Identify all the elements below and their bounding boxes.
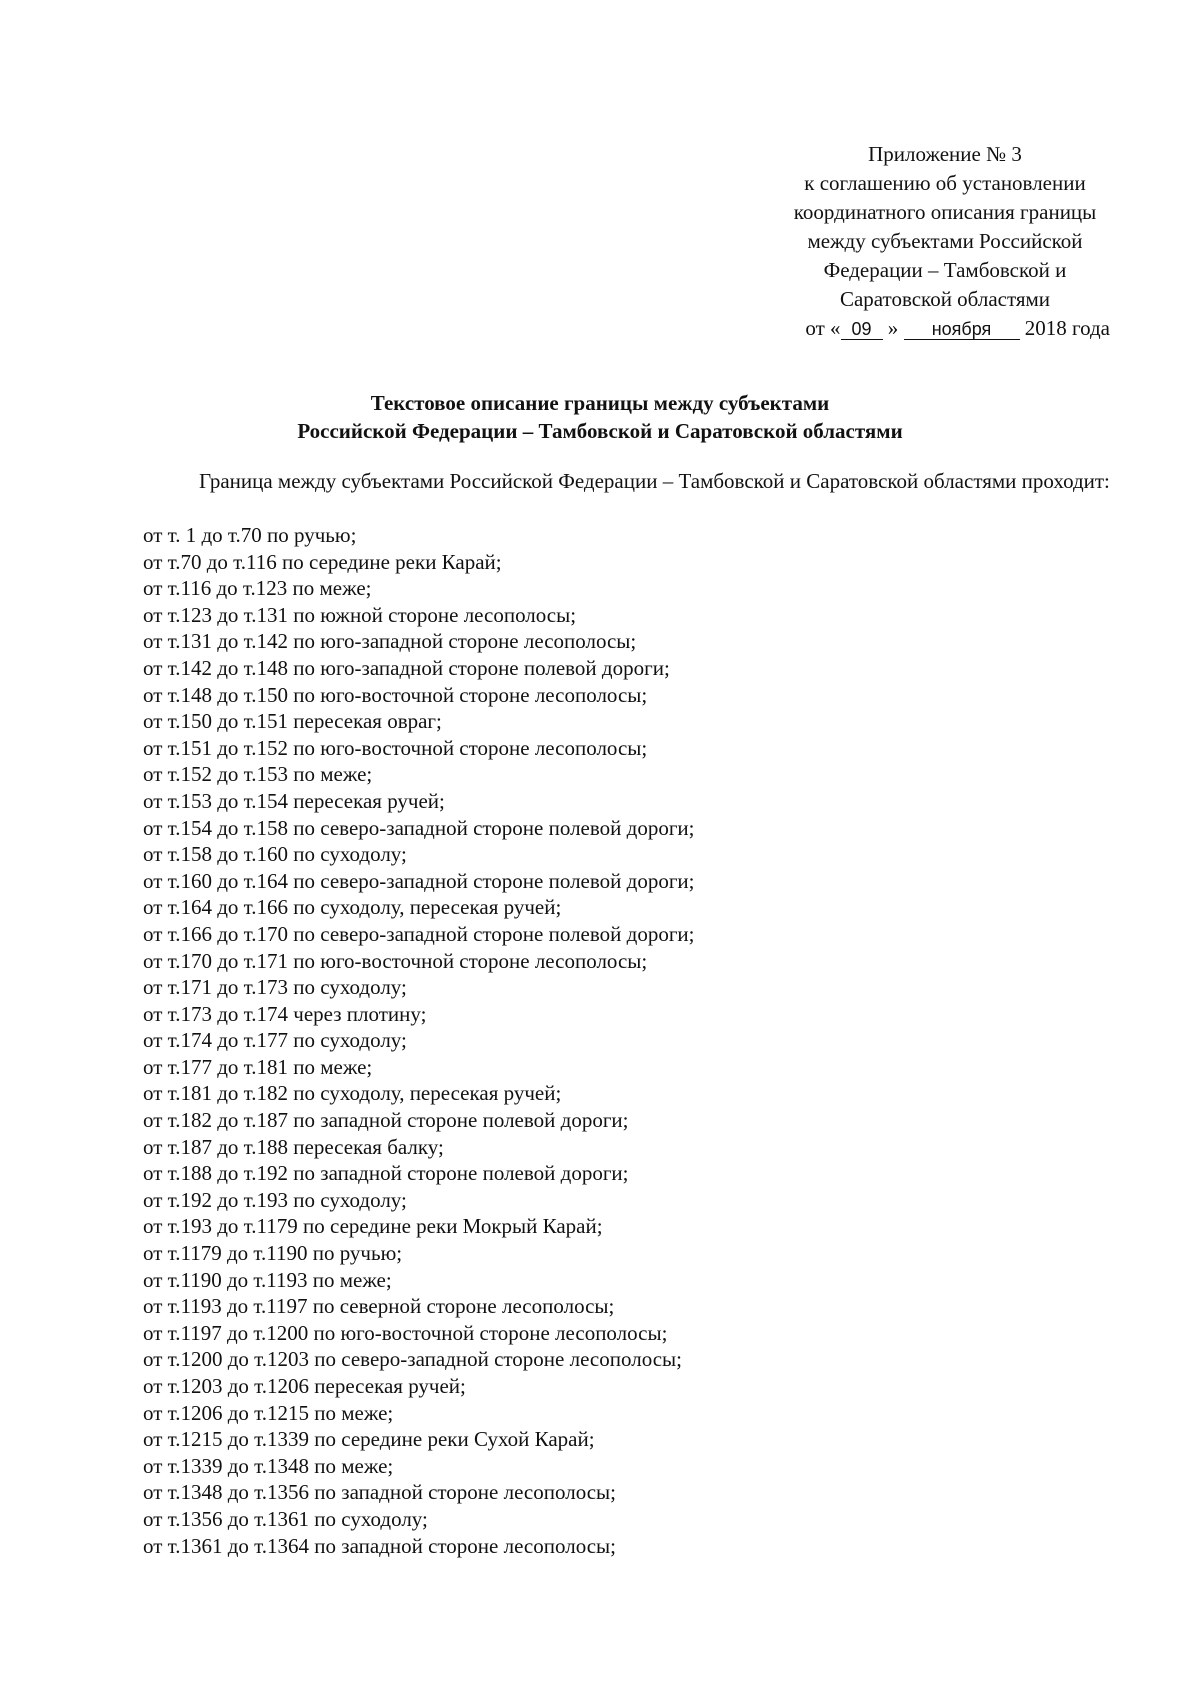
segment-item: от т.1206 до т.1215 по меже; <box>143 1400 394 1425</box>
date-prefix: от « <box>805 316 841 340</box>
segment-item: от т.150 до т.151 пересекая овраг; <box>143 709 442 734</box>
intro-paragraph: Граница между субъектами Российской Федерации – Тамбовской и Саратовской областями проходит: <box>199 469 1110 493</box>
segment-item: от т.164 до т.166 по суходолу, пересекая ручей; <box>143 895 562 920</box>
date-quote-close: » <box>887 316 899 340</box>
segment-item: от т.170 до т.171 по юго-восточной стороне лесополосы; <box>143 948 648 973</box>
title-line-1: Текстовое описание границы между субъектами <box>370 391 830 415</box>
appendix-number: Приложение № 3 <box>868 142 1022 166</box>
segment-item: от т.187 до т.188 пересекая балку; <box>143 1134 444 1159</box>
date-year: 2018 года <box>1024 316 1110 340</box>
segment-item: от т.1348 до т.1356 по западной стороне лесополосы; <box>143 1480 616 1505</box>
segment-item: от т.1203 до т.1206 пересекая ручей; <box>143 1374 466 1398</box>
segment-item: от т.182 до т.187 по западной стороне полевой дороги; <box>143 1108 629 1133</box>
segment-item: от т.1356 до т.1361 по суходолу; <box>143 1506 428 1531</box>
boundary-segment-list <box>143 522 1133 1559</box>
segment-item: от т.116 до т.123 по меже; <box>143 576 372 601</box>
segment-item: от т.1200 до т.1203 по северо-западной стороне лесополосы; <box>143 1347 682 1372</box>
segment-item: от т.171 до т.173 по суходолу; <box>143 975 407 1000</box>
segment-item: от т.1193 до т.1197 по северной стороне лесополосы; <box>143 1294 615 1319</box>
appendix-line-2: к соглашению об установлении <box>804 171 1086 195</box>
segment-item: от т.166 до т.170 по северо-западной стороне полевой дороги; <box>143 921 695 946</box>
appendix-line-4: между субъектами Российской <box>807 229 1083 253</box>
segment-item: от т.123 до т.131 по южной стороне лесополосы; <box>143 602 577 627</box>
segment-item: от т.1197 до т.1200 по юго-восточной стороне лесополосы; <box>143 1320 668 1345</box>
document-title <box>0 389 1200 445</box>
segment-item: от т.188 до т.192 по западной стороне полевой дороги; <box>143 1161 629 1186</box>
segment-item: от т.174 до т.177 по суходолу; <box>143 1028 407 1053</box>
segment-item: от т. 1 до т.70 по ручью; <box>143 523 357 547</box>
segment-item: от т.181 до т.182 по суходолу, пересекая ручей; <box>143 1081 562 1106</box>
segment-item: от т.131 до т.142 по юго-западной стороне лесополосы; <box>143 629 637 654</box>
segment-item: от т.1361 до т.1364 по западной стороне лесополосы; <box>143 1533 616 1558</box>
segment-item: от т.153 до т.154 пересекая ручей; <box>143 788 445 813</box>
segment-item: от т.158 до т.160 по суходолу; <box>143 842 407 867</box>
segment-item: от т.154 до т.158 по северо-западной стороне полевой дороги; <box>143 815 695 840</box>
segment-item: от т.173 до т.174 через плотину; <box>143 1001 427 1026</box>
title-line-2: Российской Федерации – Тамбовской и Саратовской областями <box>297 419 903 443</box>
segment-item: от т.1339 до т.1348 по меже; <box>143 1453 394 1478</box>
segment-item: от т.1215 до т.1339 по середине реки Сухой Карай; <box>143 1427 595 1452</box>
segment-item: от т.193 до т.1179 по середине реки Мокрый Карай; <box>143 1214 603 1239</box>
appendix-date <box>770 314 1120 343</box>
segment-item: от т.70 до т.116 по середине реки Карай; <box>143 549 502 574</box>
date-month: ноября <box>904 319 1020 340</box>
segment-item: от т.1190 до т.1193 по меже; <box>143 1267 392 1292</box>
segment-item: от т.152 до т.153 по меже; <box>143 762 373 787</box>
appendix-header <box>770 140 1120 343</box>
appendix-line-3: координатного описания границы <box>793 200 1097 224</box>
segment-item: от т.148 до т.150 по юго-восточной стороне лесополосы; <box>143 682 648 707</box>
appendix-line-5: Федерации – Тамбовской и <box>823 258 1067 282</box>
segment-item: от т.1179 до т.1190 по ручью; <box>143 1241 403 1266</box>
segment-item: от т.142 до т.148 по юго-западной стороне полевой дороги; <box>143 655 670 680</box>
segment-item: от т.151 до т.152 по юго-восточной стороне лесополосы; <box>143 735 648 760</box>
appendix-line-6: Саратовской областями <box>839 287 1051 311</box>
segment-item: от т.160 до т.164 по северо-западной стороне полевой дороги; <box>143 868 695 893</box>
segment-item: от т.192 до т.193 по суходолу; <box>143 1187 407 1212</box>
segment-item: от т.177 до т.181 по меже; <box>143 1054 373 1079</box>
date-day: 09 <box>841 319 883 340</box>
